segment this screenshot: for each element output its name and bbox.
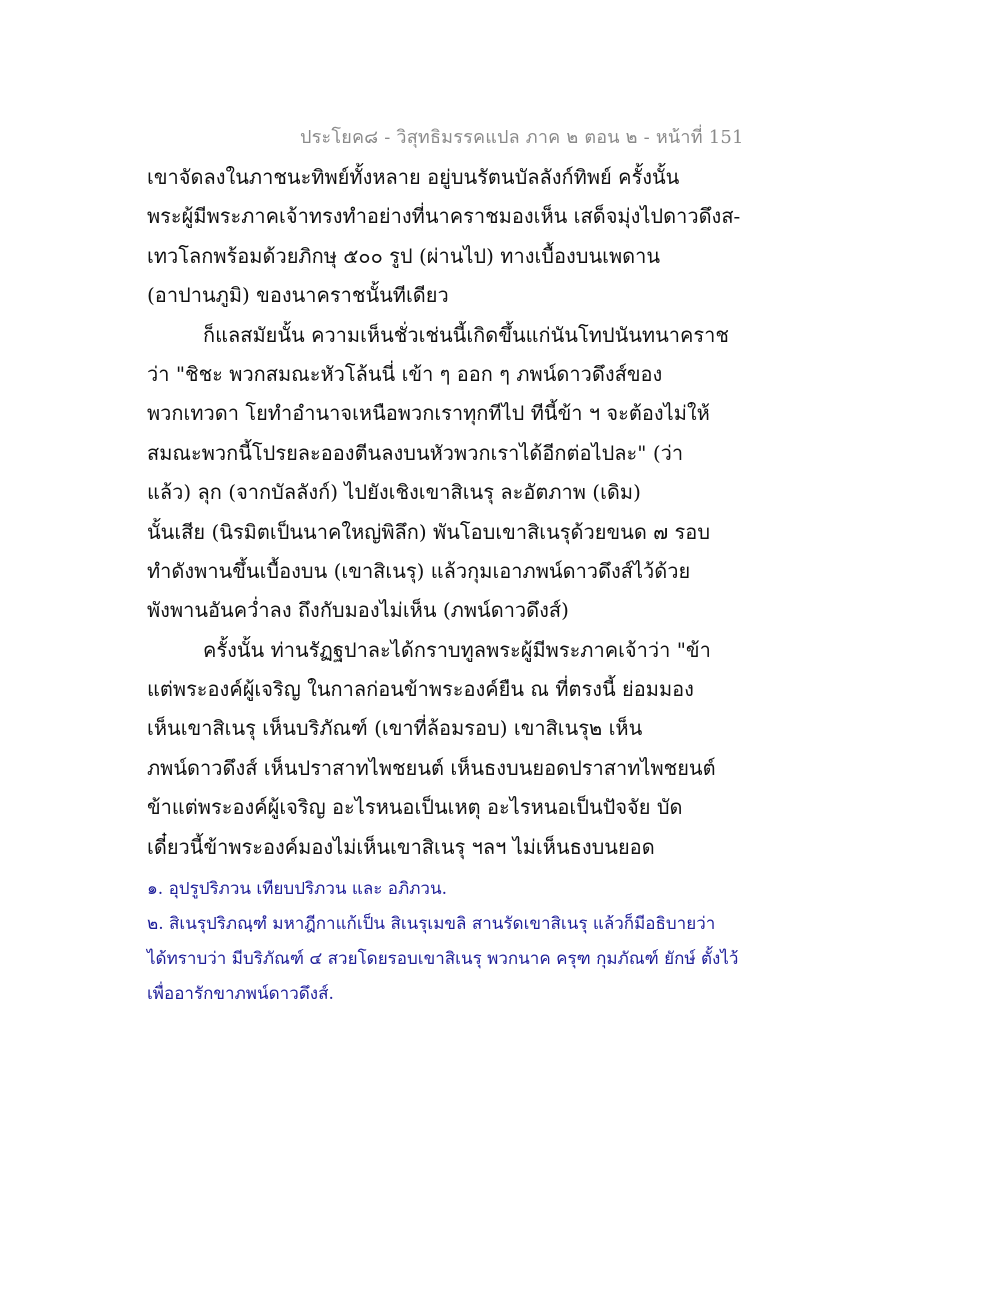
body-text — [147, 158, 867, 867]
body-line: ภพน์ดาวดึงส์ เห็นปราสาทไพชยนต์ เห็นธงบนยอดปราสาทไพชยนต์ — [147, 755, 716, 780]
footnotes — [147, 872, 867, 1012]
body-line: (อาปานภูมิ) ของนาคราชนั้นทีเดียว — [147, 283, 449, 308]
footnote-2-continued: เพื่ออารักขาภพน์ดาวดึงส์. — [147, 984, 334, 1004]
body-line: พังพานอันคว่ำลง ถึงกับมองไม่เห็น (ภพน์ดาวดึงส์) — [147, 598, 569, 623]
paragraph-first-line: ครั้งนั้น ท่านรัฏฐปาละได้กราบทูลพระผู้มีพระภาคเจ้าว่า "ข้า — [203, 637, 711, 662]
body-line: เดี๋ยวนี้ข้าพระองค์มองไม่เห็นเขาสิเนรุ ฯลฯ ไม่เห็นธงบนยอด — [147, 834, 655, 859]
body-line: ว่า "ชิชะ พวกสมณะหัวโล้นนี่ เข้า ๆ ออก ๆ ภพน์ดาวดึงส์ของ — [147, 361, 663, 386]
page-header: ประโยค๘ - วิสุทธิมรรคแปล ภาค ๒ ตอน ๒ - หน้าที่ 151 — [300, 127, 744, 148]
footnote-2: ๒. สิเนรุปริภณฺฑํ มหาฎีกาแก้เป็น สิเนรุเมขลิ สานรัดเขาสิเนรุ แล้วก็มีอธิบายว่า — [147, 914, 716, 934]
body-line: เทวโลกพร้อมด้วยภิกษุ ๕๐๐ รูป (ผ่านไป) ทางเบื้องบนเพดาน — [147, 243, 661, 268]
body-line: แล้ว) ลุก (จากบัลลังก์) ไปยังเชิงเขาสิเนรุ ละอัตภาพ (เดิม) — [147, 480, 641, 505]
body-line: แต่พระองค์ผู้เจริญ ในกาลก่อนข้าพระองค์ยืน ณ ที่ตรงนี้ ย่อมมอง — [147, 677, 694, 702]
footnote-2-continued: ได้ทราบว่า มีบริภัณฑ์ ๔ สวยโดยรอบเขาสิเนรุ พวกนาค ครุฑ กุมภัณฑ์ ยักษ์ ตั้งไว้ — [147, 949, 739, 969]
body-line: เขาจัดลงในภาชนะทิพย์ทั้งหลาย อยู่บนรัตนบัลลังก์ทิพย์ ครั้งนั้น — [147, 165, 680, 189]
body-line: พระผู้มีพระภาคเจ้าทรงทำอย่างที่นาคราชมองเห็น เสด็จมุ่งไปดาวดึงส- — [147, 204, 741, 229]
body-line: ทำดังพานขึ้นเบื้องบน (เขาสิเนรุ) แล้วกุมเอาภพน์ดาวดึงส์ไว้ด้วย — [147, 558, 691, 583]
body-line: เห็นเขาสิเนรุ เห็นบริภัณฑ์ (เขาที่ล้อมรอบ) เขาสิเนรุ๒ เห็น — [147, 716, 643, 741]
body-line: นั้นเสีย (นิรมิตเป็นนาคใหญ่พิลึก) พันโอบเขาสิเนรุด้วยขนด ๗ รอบ — [147, 519, 711, 544]
body-line: พวกเทวดา โยทำอำนาจเหนือพวกเราทุกทีไป ทีนี้ข้า ฯ จะต้องไม่ให้ — [147, 401, 710, 426]
footnote-1: ๑. อุปรูปริภวน เทียบปริภวน และ อภิภวน. — [147, 879, 447, 899]
paragraph-first-line: ก็แลสมัยนั้น ความเห็นชั่วเช่นนี้เกิดขึ้นแก่นันโทปนันทนาคราช — [203, 322, 729, 347]
body-line: สมณะพวกนี้โปรยละอองตีนลงบนหัวพวกเราได้อีกต่อไปละ" (ว่า — [147, 440, 684, 465]
body-line: ข้าแต่พระองค์ผู้เจริญ อะไรหนอเป็นเหตุ อะไรหนอเป็นปัจจัย บัด — [147, 795, 683, 820]
